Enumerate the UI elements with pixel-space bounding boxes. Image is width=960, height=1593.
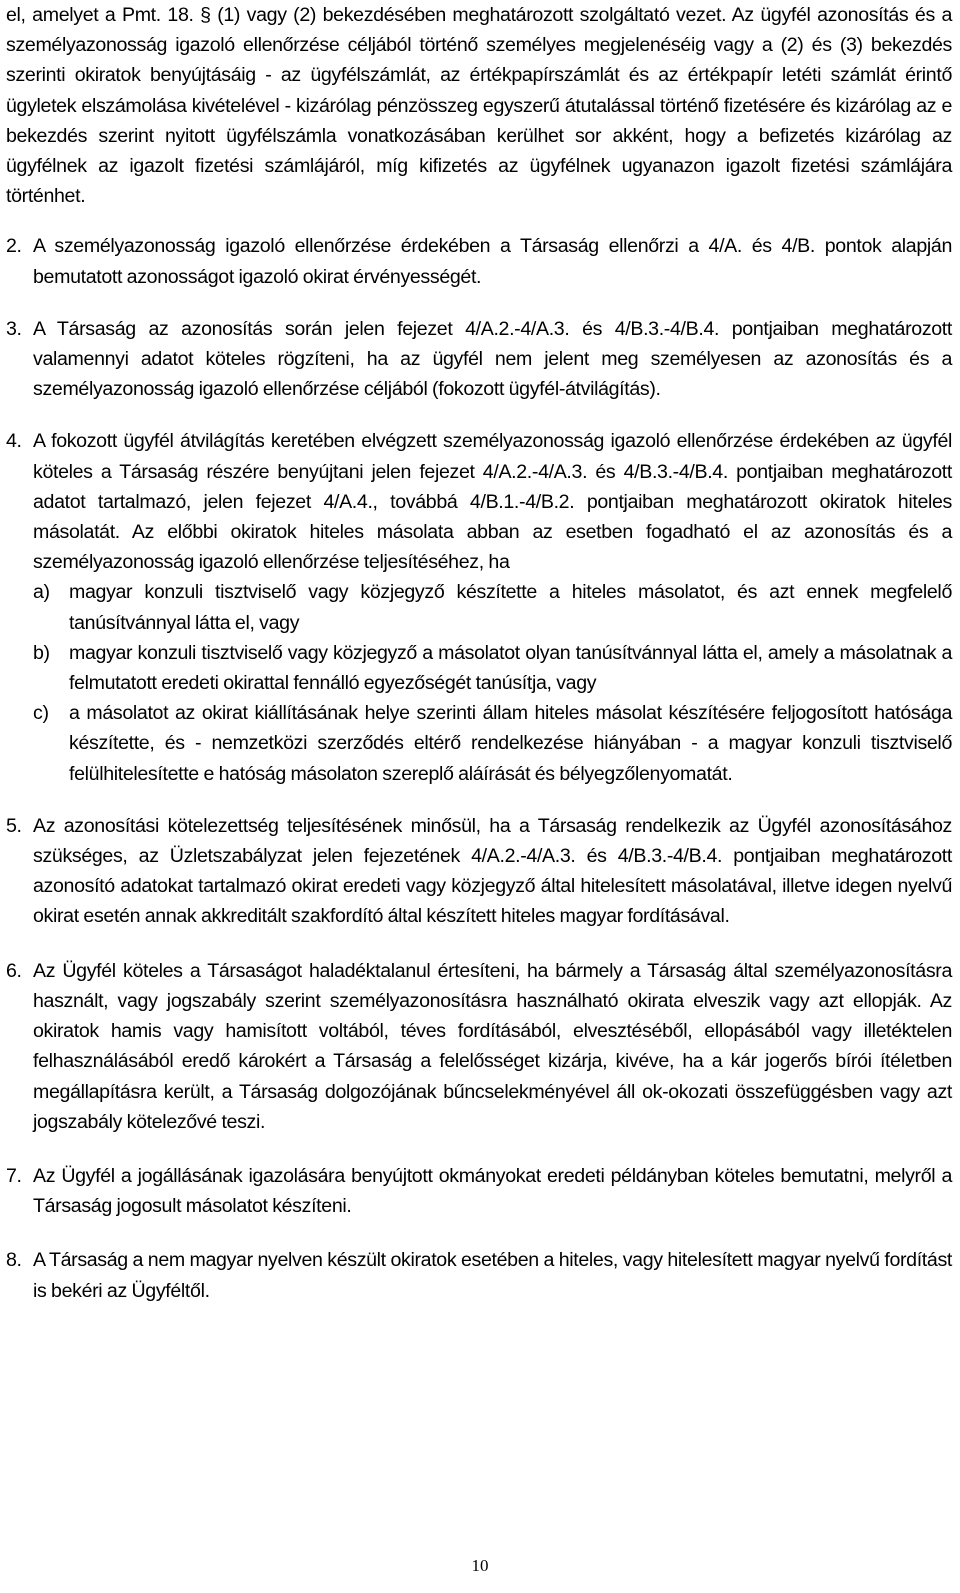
section-number: 4. [6, 430, 22, 453]
section-text: Az Ügyfél köteles a Társaságot haladéktalanul értesíteni, ha bármely a Társaság által személyazonosításra használt, vagy jogszabály szerint személyazonosításra használható okirata elveszik vagy azt ellopják. Az okiratok hamis vagy hamisított voltából, téves fordításából, elvesztéséből, ellopásából vagy illetéktelen felhasználásából eredő károkért a Társaság a felelősséget kizárja, kivéve, ha a kár jogerős bírói ítéletben megállapításra került, a Társaság dolgozójának bűncselekményével áll ok-okozati összefüggésben vagy azt jogszabály kötelezővé teszi. [33, 959, 952, 1133]
sub-item-text: magyar konzuli tisztviselő vagy közjegyző készítette a hiteles másolatot, és azt ennek megfelelő tanúsítvánnyal látta el, vagy [69, 581, 952, 634]
section-text: Az azonosítási kötelezettség teljesítésének minősül, ha a Társaság rendelkezik az Ügyfél azonosításához szükséges, az Üzletszabályzat jelen fejezetének 4/A.2.-4/A.3. és 4/B.3.-4/B.4. pontjaiban meghatározott azonosító adatokat tartalmazó okirat eredeti vagy közjegyző által hitelesített másolatával, illetve idegen nyelvű okirat esetén annak akkreditált szakfordító által készített hiteles magyar fordításával. [33, 814, 952, 928]
section-item-8 [6, 1245, 952, 1305]
section-item-7 [6, 1161, 952, 1221]
section-number: 7. [6, 1164, 22, 1187]
sub-item-a [33, 577, 952, 637]
section-text: A fokozott ügyfél átvilágítás keretében elvégzett személyazonosság igazoló ellenőrzése érdekében az ügyfél köteles a Társaság részére benyújtani jelen fejezet 4/A.2.-4/A.3. és 4/B.3.-4/B.4. pontjaiban meghatározott adatot tartalmazó, jelen fejezet 4/A.4., továbbá 4/B.1.-4/B.2. pontjaiban meghatározott okiratok hiteles másolatát. Az előbbi okiratok hiteles másolata abban az esetben fogadható el az azonosítás és a személyazonosság igazoló ellenőrzése teljesítéséhez, ha [33, 430, 952, 574]
sub-item-c [33, 698, 952, 789]
page-number: 10 [471, 1556, 489, 1575]
section-item-2 [6, 231, 952, 291]
sub-item-text: a másolatot az okirat kiállításának helye szerinti állam hiteles másolat készítésére feljogosított hatósága készítette, és - nemzetközi szerződés eltérő rendelkezése hiányában - a magyar konzuli tisztviselő felülhitelesítette e hatóság másolaton szereplő aláírását és bélyegzőlenyomatát. [69, 702, 952, 785]
section-number: 2. [6, 235, 22, 258]
section-item-6 [6, 956, 952, 1137]
sub-item-text: magyar konzuli tisztviselő vagy közjegyző a másolatot olyan tanúsítvánnyal látta el, amely a másolatnak a felmutatott eredeti okirattal fennálló egyezőségét tanúsítja, vagy [69, 641, 952, 695]
section-text: Az Ügyfél a jogállásának igazolására benyújtott okmányokat eredeti példányban köteles bemutatni, melyről a Társaság jogosult másolatot készíteni. [33, 1164, 952, 1218]
sub-item-marker: a) [33, 581, 50, 604]
section-number: 5. [6, 814, 22, 837]
sub-list [33, 577, 952, 788]
document-body [6, 0, 952, 1328]
section-text: A Társaság az azonosítás során jelen fejezet 4/A.2.-4/A.3. és 4/B.3.-4/B.4. pontjaiban meghatározott valamennyi adatot köteles rögzíteni, ha az ügyfél nem jelent meg személyesen az azonosítás és a személyazonosság igazoló ellenőrzése céljából (fokozott ügyfél-átvilágítás). [33, 317, 952, 401]
section-text: A Társaság a nem magyar nyelven készült okiratok esetében a hiteles, vagy hitelesített magyar nyelvű fordítást is bekéri az Ügyféltől. [33, 1249, 952, 1302]
section-number: 6. [6, 959, 22, 982]
section-item-3 [6, 314, 952, 405]
section-item-5 [6, 811, 952, 932]
section-text: A személyazonosság igazoló ellenőrzése érdekében a Társaság ellenőrzi a 4/A. és 4/B. pontok alapján bemutatott azonosságot igazoló okirat érvényességét. [33, 235, 952, 288]
sub-item-b [33, 638, 952, 698]
sub-item-marker: c) [33, 702, 49, 725]
section-number: 3. [6, 317, 22, 340]
sub-item-marker: b) [33, 641, 50, 664]
section-item-4 [6, 426, 952, 788]
intro-paragraph: el, amelyet a Pmt. 18. § (1) vagy (2) bekezdésében meghatározott szolgáltató vezet. Az ügyfél azonosítás és a személyazonosság igazoló ellenőrzése céljából történő személyes megjelenéséig vagy a (2) és (3) bekezdés szerinti okiratok benyújtásáig - az ügyfélszámlát, az értékpapírszámlát és az értékpapír letéti számlát érintő ügyletek elszámolása kivételével - kizárólag pénzösszeg egyszerű átutalással történő fizetésére és kizárólag az e bekezdés szerint nyitott ügyfélszámla vonatkozásában kerülhet sor akként, hogy a befizetés kizárólag az ügyfélnek az igazolt fizetési számlájáról, míg kifizetés az ügyfélnek ugyanazon igazolt fizetési számlájára történhet. [6, 4, 952, 208]
section-number: 8. [6, 1249, 22, 1272]
